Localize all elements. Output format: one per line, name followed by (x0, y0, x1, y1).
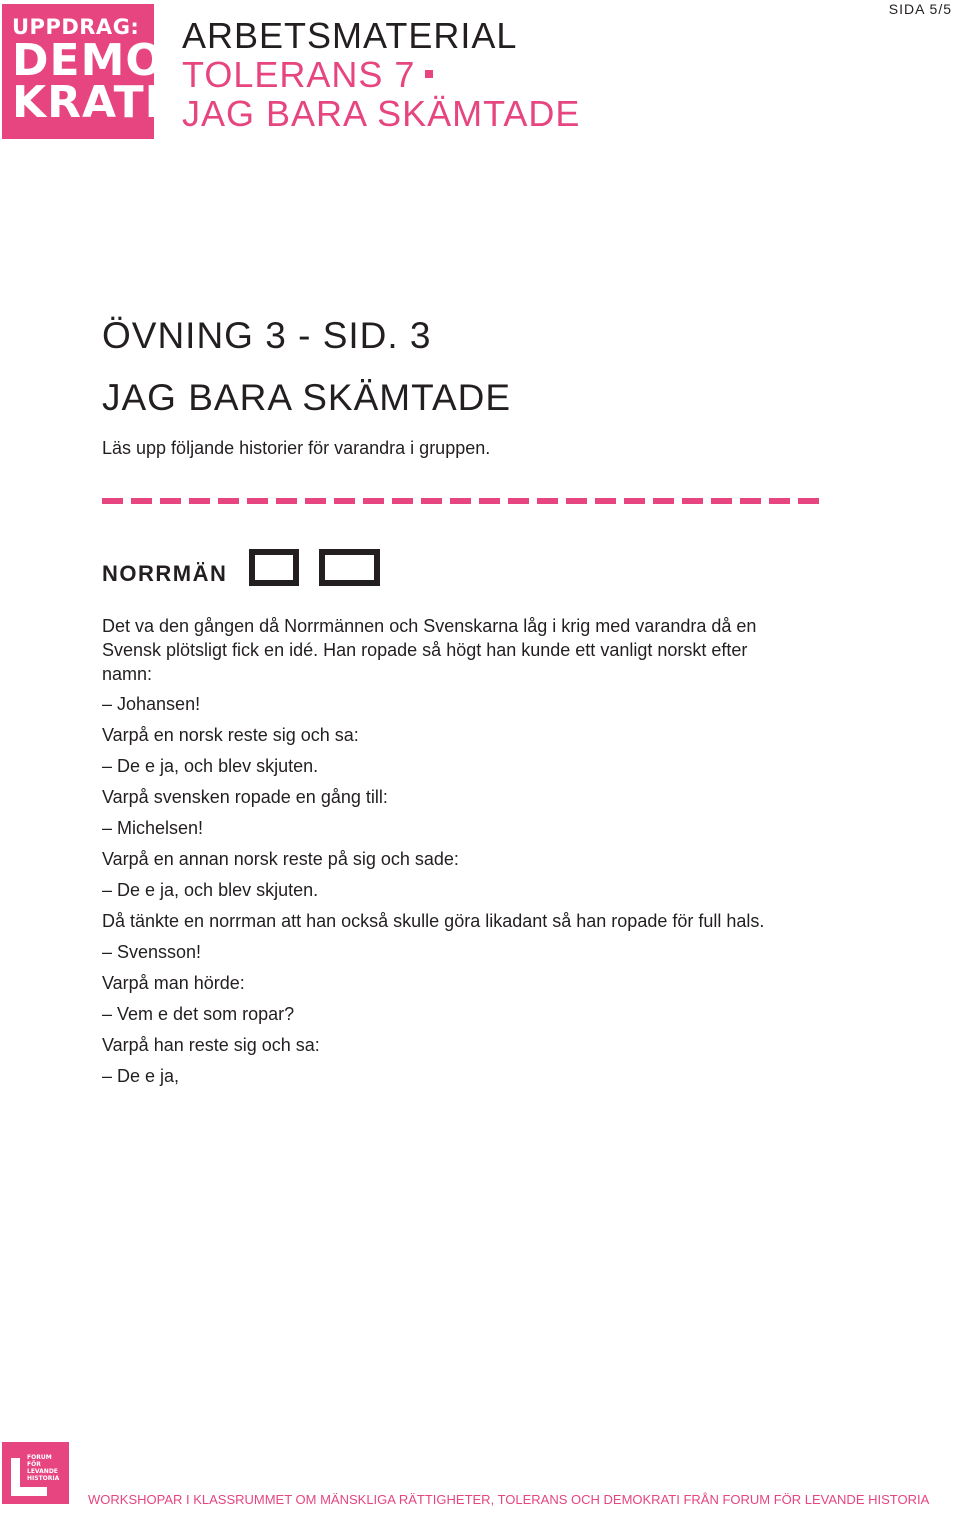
header-topic-label: TOLERANS 7 (182, 54, 416, 95)
checkbox-icon (319, 549, 380, 586)
section-heading: NORRMÄN (102, 561, 228, 586)
exercise-subtitle: JAG BARA SKÄMTADE (102, 377, 512, 418)
logo-line-2: DEMO (12, 35, 164, 86)
logo-line-3: KRATI (12, 77, 162, 128)
story-line: – De e ja, och blev skjuten. (102, 756, 319, 776)
dashed-divider (102, 498, 822, 504)
story-line: Varpå man hörde: (102, 973, 245, 993)
story-line: – Svensson! (102, 942, 202, 962)
footer-logo-text: FORUM FÖR LEVANDE HISTORIA (27, 1454, 60, 1482)
story-line: Varpå svensken ropade en gång till: (102, 787, 388, 807)
footer-text: WORKSHOPAR I KLASSRUMMET OM MÄNSKLIGA RÄTTIGHETER, TOLERANS OCH DEMOKRATI FRÅN FORUM FÖR LEVANDE HISTORIA (88, 1492, 930, 1507)
header-title-main: ARBETSMATERIAL (182, 15, 518, 56)
story-line: – Michelsen! (102, 818, 204, 838)
exercise-intro: Läs upp följande historier för varandra i gruppen. (102, 438, 491, 458)
story-text (102, 614, 802, 1095)
square-bullet-icon (425, 70, 433, 78)
forum-levande-historia-logo (2, 1442, 69, 1504)
story-line: Varpå en norsk reste sig och sa: (102, 725, 359, 745)
story-line: Varpå han reste sig och sa: (102, 1035, 320, 1055)
story-line: – Vem e det som ropar? (102, 1004, 295, 1024)
checkbox-icon (249, 549, 299, 586)
story-line: – De e ja, och blev skjuten. (102, 880, 319, 900)
story-line: Då tänkte en norrman att han också skulle göra likadant så han ropade för full hals. (102, 911, 765, 931)
story-line: – De e ja, (102, 1066, 180, 1086)
page-number: SIDA 5/5 (888, 1, 952, 17)
logo-line-1: UPPDRAG: (12, 15, 140, 39)
header-title-subtopic: JAG BARA SKÄMTADE (182, 93, 581, 134)
story-line: – Johansen! (102, 694, 201, 714)
header-title-topic (182, 55, 580, 94)
header-title (182, 16, 580, 133)
story-line: Varpå en annan norsk reste på sig och sade: (102, 849, 459, 869)
story-paragraph: Det va den gången då Norrmännen och Svenskarna låg i krig med varandra då en Svensk plötsligt fick en idé. Han ropade så högt han kunde ett vanligt norskt efter namn: (102, 616, 757, 684)
exercise-title: ÖVNING 3 - SID. 3 (102, 315, 432, 356)
uppdrag-demokrati-logo (2, 4, 164, 139)
